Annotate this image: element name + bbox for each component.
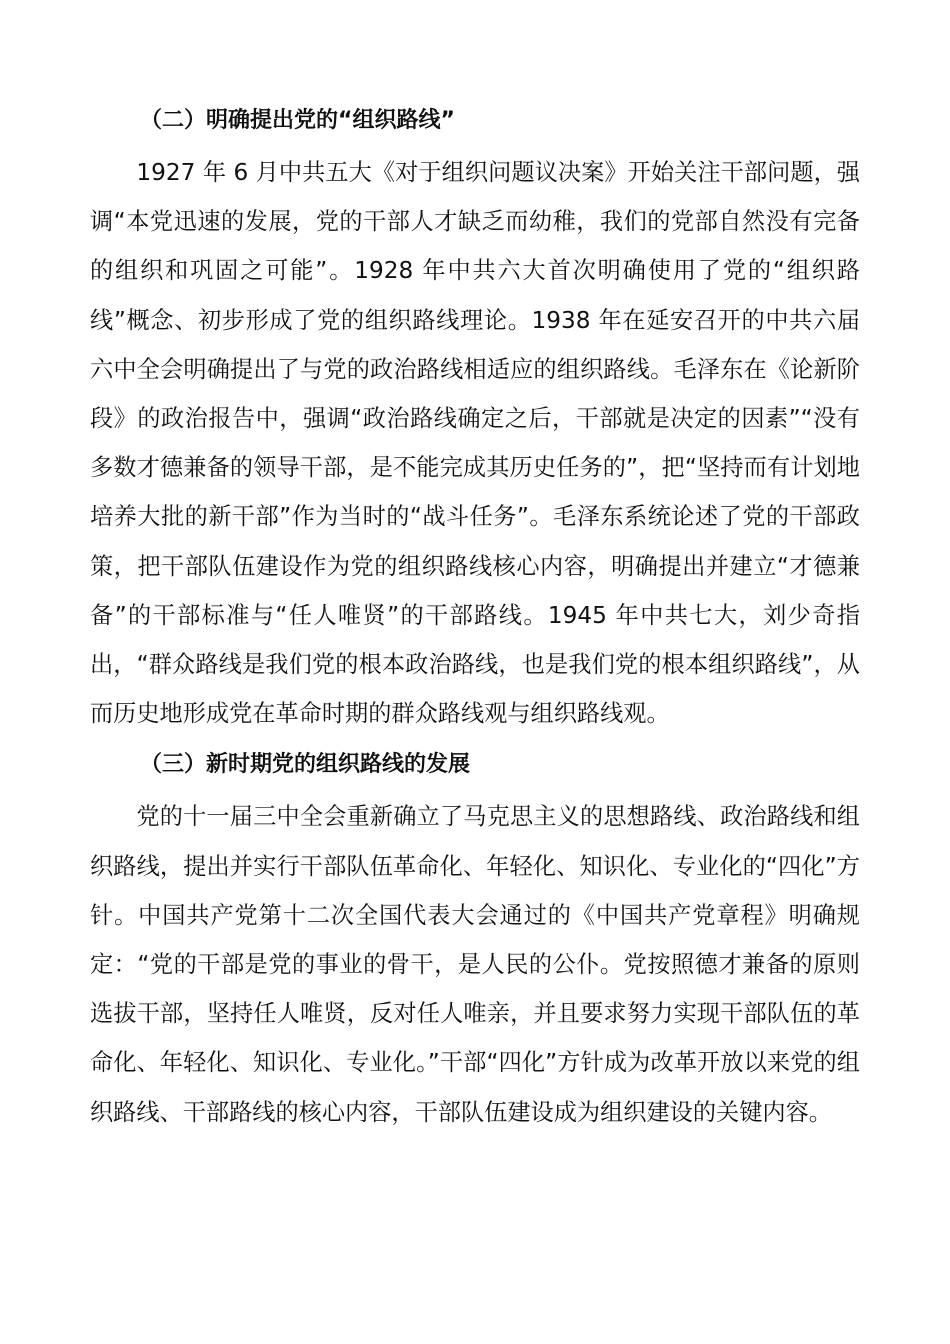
section-heading-organizational-line: （二）明确提出党的“组织路线”: [140, 108, 455, 133]
section-heading-new-era-development: （三）新时期党的组织路线的发展: [140, 752, 471, 778]
section-paragraph-new-era-development: 党的十一届三中全会重新确立了马克思主义的思想路线、政治路线和组织路线，提出并实行干部队伍革命化、年轻化、知识化、专业化的“四化”方针。中国共产党第十二次全国代表大会通过的《中国共产党章程》明确规定：“党的干部是党的事业的骨干，是人民的公仆。党按照德才兼备的原则选拔干部，坚持任人唯贤，反对任人唯亲，并且要求努力实现干部队伍的革命化、年轻化、知识化、专业化。”干部“四化”方针成为改革开放以来党的组织路线、干部路线的核心内容，干部队伍建设成为组织建设的关键内容。: [90, 803, 860, 1126]
document-page: [90, 94, 860, 1137]
section-paragraph-organizational-line: 1927 年 6 月中共五大《对于组织问题议决案》开始关注干部问题，强调“本党迅速的发展，党的干部人才缺乏而幼稚，我们的党部自然没有完备的组织和巩固之可能”。1928 年中共六大首次明确使用了党的“组织路线”概念、初步形成了党的组织路线理论。1938 年在延安召开的中共六届六中全会明确提出了与党的政治路线相适应的组织路线。毛泽东在《论新阶段》的政治报告中，强调“政治路线确定之后，干部就是决定的因素”“没有多数才德兼备的领导干部，是不能完成其历史任务的”，把“坚持而有计划地培养大批的新干部”作为当时的“战斗任务”。毛泽东系统论述了党的干部政策，把干部队伍建设作为党的组织路线核心内容，明确提出并建立“才德兼备”的干部标准与“任人唯贤”的干部路线。1945 年中共七大，刘少奇指出，“群众路线是我们党的根本政治路线，也是我们党的根本组织路线”，从而历史地形成党在革命时期的群众路线观与组织路线观。: [90, 159, 860, 728]
